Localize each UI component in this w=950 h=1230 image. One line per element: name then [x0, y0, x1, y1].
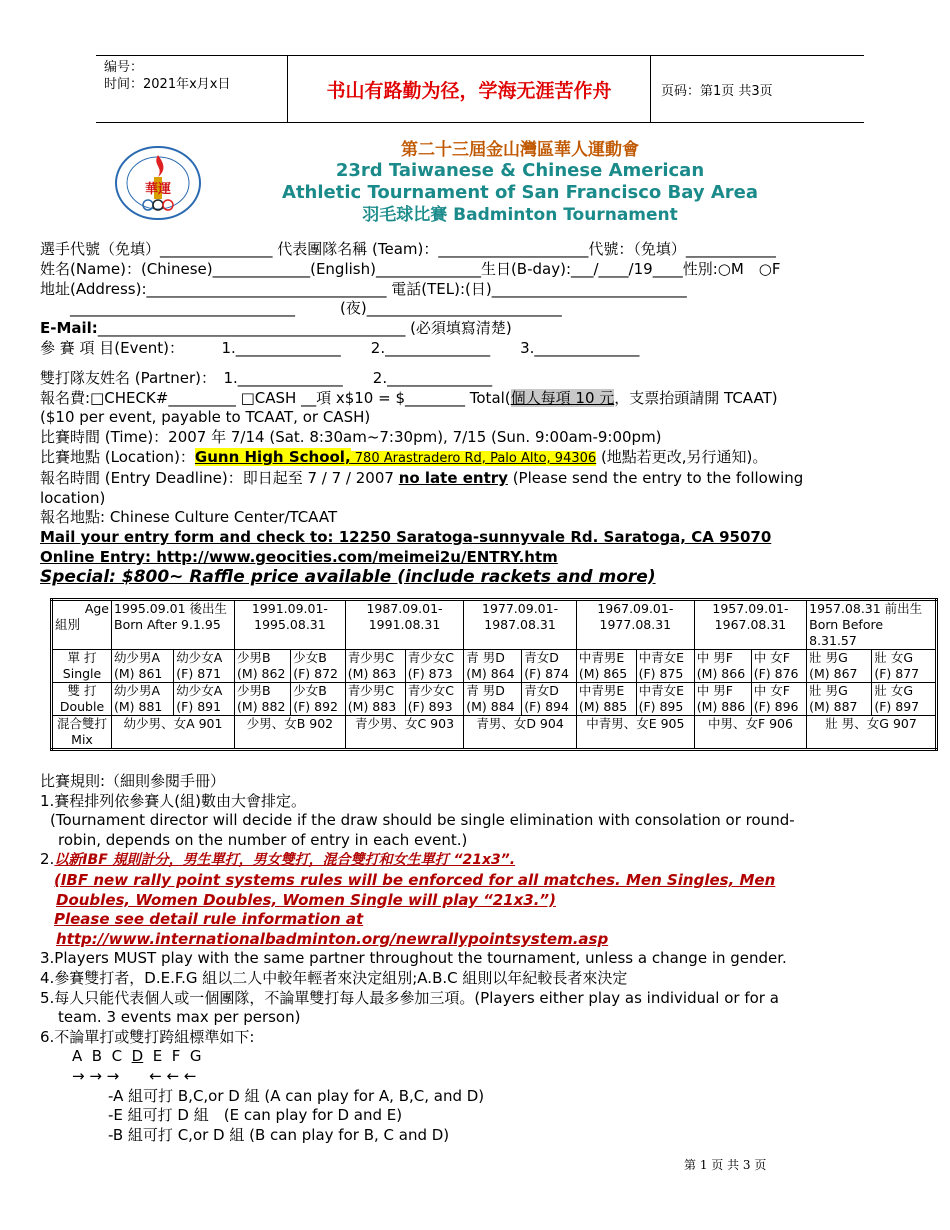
tournament-logo	[112, 145, 204, 223]
event-line[interactable]: 參 賽 項 目(Event)： 1.______________ 2.______________ 3.______________	[40, 338, 640, 357]
rule-2-en-c: Please see detail rule information at	[54, 910, 364, 929]
example-1: -A 組可打 B,C,or D 組 (A can play for A, B,C, and D)	[108, 1086, 485, 1105]
rule-1: 1.賽程排列依參賽人(組)數由大會排定。	[40, 791, 307, 810]
rule-4: 4.參賽雙打者，D.E.F.G 組以二人中較年輕者來決定組別;A.B.C 組則以年紀較長者來決定	[40, 968, 628, 987]
single-cell: 壯 男G (M) 867	[807, 650, 872, 683]
fee-highlight: 個人每項 10 元	[510, 388, 615, 407]
rule-2-text: 以新IBF 規則計分，男生單打，男女雙打，混合雙打和女生單打 “21x3”.	[54, 852, 516, 869]
single-cell: 幼少女A (F) 871	[174, 650, 235, 683]
sport-en: Badminton Tournament	[453, 205, 678, 225]
age-cell: 1977.09.01-1987.08.31	[464, 600, 577, 650]
single-cell: 幼少男A (M) 861	[112, 650, 174, 683]
mix-cell: 中男、女F 906	[694, 716, 806, 750]
time-line: 比賽時間 (Time)：2007 年 7/14 (Sat. 8:30am~7:30pm), 7/15 (Sun. 9:00am-9:00pm)	[40, 428, 662, 447]
table-row	[52, 716, 937, 750]
single-cell: 中青女E (F) 875	[636, 650, 694, 683]
tournament-titles	[250, 135, 790, 226]
form-line-2[interactable]: 姓名(Name)：(Chinese)_____________(English)______________生日(B-day):___/____/19____性別:○M ○F	[40, 259, 781, 278]
rules-section	[40, 772, 920, 1145]
rule-1-en-a: (Tournament director will decide if the draw should be single elimination with consolation or round-	[50, 811, 795, 830]
online-entry-link[interactable]: Online Entry: http://www.geocities.com/meimei2u/ENTRY.htm	[40, 547, 558, 566]
location-line	[40, 448, 920, 469]
no-late-entry: no late entry	[398, 468, 508, 487]
age-cell: 1987.09.01-1991.08.31	[345, 600, 463, 650]
single-cell: 青少女C (F) 873	[405, 650, 463, 683]
rule-2	[40, 850, 920, 871]
table-row	[52, 600, 937, 650]
serial-label: 编号：	[104, 60, 144, 75]
mix-cell: 青男、女D 904	[464, 716, 577, 750]
example-3: -B 組可打 C,or D 組 (B can play for B, C and D)	[108, 1125, 450, 1144]
example-2: -E 組可打 D 組 (E can play for D and E)	[108, 1106, 403, 1125]
rule-2-en-a: (IBF new rally point systems rules will be enforced for all matches. Men Singles, Men	[54, 870, 776, 889]
motto: 书山有路勤为径，学海无涯苦作舟	[288, 56, 651, 122]
single-cell: 少女B (F) 872	[291, 650, 346, 683]
single-cell: 中青男E (M) 865	[576, 650, 636, 683]
fee-text: 報名費:□CHECK#_________ □CASH __項 x$10 = $________ Total(	[40, 388, 511, 407]
form-line-1[interactable]: 選手代號（免填）_______________ 代表團隊名稱 (Team)：____________________代號：（免填）____________	[40, 240, 776, 258]
age-cell: 1991.09.01-1995.08.31	[235, 600, 346, 650]
mail-address: Mail your entry form and check to: 12250 Saratoga-sunnyvale Rd. Saratoga, CA 95070	[40, 528, 772, 547]
email-field[interactable]: _________________________________________ (必須填寫清楚)	[97, 319, 512, 338]
mix-cell: 青少男、女C 903	[345, 716, 463, 750]
sport-zh: 羽毛球比賽	[362, 205, 448, 225]
rule-2-num: 2.	[40, 850, 55, 869]
double-cell: 中 女F (F) 896	[751, 683, 806, 716]
rule-3: 3.Players MUST play with the same partner throughout the tournament, unless a change in gender.	[40, 949, 787, 968]
double-cell: 壯 男G (M) 887	[807, 683, 872, 716]
location-note: (地點若更改,另行通知)。	[596, 447, 768, 466]
location-address: 780 Arastradero Rd, Palo Alto, 94306	[350, 450, 597, 466]
single-cell: 中 女F (F) 876	[751, 650, 806, 683]
title-zh: 第二十三屆金山灣區華人運動會	[401, 140, 639, 160]
fee-payee: ，支票抬頭請開 TCAAT)	[614, 388, 778, 407]
double-cell: 青 男D (M) 884	[464, 683, 522, 716]
mix-label: 混合雙打 Mix	[52, 716, 112, 750]
logo-text: 華運	[144, 182, 172, 197]
double-cell: 少男B (M) 882	[235, 683, 291, 716]
rules-title: 比賽規則:（細則參閱手冊）	[40, 772, 226, 790]
double-cell: 中 男F (M) 886	[694, 683, 751, 716]
single-cell: 青女D (F) 874	[522, 650, 577, 683]
form-line-4[interactable]: ______________________________ (夜)__________________________	[40, 299, 562, 318]
header-meta	[96, 56, 288, 122]
double-cell: 壯 女G (F) 897	[872, 683, 937, 716]
title-en-2: Athletic Tournament of San Francisco Bay Area	[282, 182, 758, 203]
double-label: 雙 打 Double	[52, 683, 112, 716]
single-label: 單 打 Single	[52, 650, 112, 683]
table-row	[52, 650, 937, 683]
category-table	[50, 598, 938, 751]
deadline-label: 報名時間 (Entry Deadline)：即日起至 7 / 7 / 2007	[40, 468, 399, 487]
special-raffle: Special: $800~ Raffle price available (include rackets and more)	[40, 566, 656, 587]
entry-place: 報名地點: Chinese Culture Center/TCAAT	[40, 508, 338, 527]
double-cell: 少女B (F) 892	[291, 683, 346, 716]
group-letters: A B C D E F G	[72, 1047, 202, 1066]
title-en-1: 23rd Taiwanese & Chinese American	[335, 160, 705, 181]
form-line-3[interactable]: 地址(Address):________________________________ 電話(TEL):(日)__________________________	[40, 279, 687, 298]
mix-cell: 中青男、女E 905	[576, 716, 694, 750]
age-header: Age 組別	[52, 600, 112, 650]
double-cell: 青女D (F) 894	[522, 683, 577, 716]
age-cell: 1967.09.01-1977.08.31	[576, 600, 694, 650]
rule-2-en-b: Doubles, Women Doubles, Women Single will play “21x3.”)	[56, 890, 556, 909]
double-cell: 幼少女A (F) 891	[174, 683, 235, 716]
location-school: Gunn High School,	[194, 447, 351, 466]
partner-line[interactable]: 雙打隊友姓名 (Partner)： 1.______________ 2.______________	[40, 368, 493, 387]
table-row	[52, 683, 937, 716]
email-label: E-Mail:	[40, 319, 98, 338]
age-cell: 1957.09.01-1967.08.31	[694, 600, 806, 650]
page-indicator: 页码：第1页 共3页	[661, 83, 773, 99]
age-cell: 1957.08.31 前出生 Born Before 8.31.57	[807, 600, 937, 650]
title-sport	[250, 204, 790, 226]
email-line[interactable]	[40, 319, 920, 339]
double-cell: 中青男E (M) 885	[576, 683, 636, 716]
location-label: 比賽地點 (Location)：	[40, 447, 195, 466]
deadline-cont: location)	[40, 488, 106, 507]
mix-cell: 壯 男、女G 907	[807, 716, 937, 750]
mix-cell: 幼少男、女A 901	[112, 716, 235, 750]
rule-5-b: team. 3 events max per person)	[58, 1008, 301, 1027]
rule-5-a: 5.每人只能代表個人或一個團隊，不論單雙打每人最多參加三項。(Players either play as individual or for a	[40, 988, 779, 1007]
single-cell: 少男B (M) 862	[235, 650, 291, 683]
age-cell: 1995.09.01 後出生 Born After 9.1.95	[112, 600, 235, 650]
rule-6: 6.不論單打或雙打跨組標準如下:	[40, 1027, 255, 1046]
time-label: 时间：2021年x月x日	[104, 77, 231, 92]
double-cell: 幼少男A (M) 881	[112, 683, 174, 716]
double-cell: 青少男C (M) 883	[345, 683, 405, 716]
mix-cell: 少男、女B 902	[235, 716, 346, 750]
single-cell: 壯 女G (F) 877	[872, 650, 937, 683]
fee-line	[40, 389, 920, 409]
page-header	[96, 55, 864, 123]
entry-form	[40, 240, 920, 588]
ibf-rules-link[interactable]: http://www.internationalbadminton.org/newrallypointsystem.asp	[56, 929, 609, 948]
rule-1-en-b: robin, depends on the number of entry in each event.)	[58, 830, 468, 849]
deadline-line	[40, 469, 920, 489]
deadline-note: (Please send the entry to the following	[507, 468, 804, 487]
double-cell: 中青女E (F) 895	[636, 683, 694, 716]
single-cell: 青 男D (M) 864	[464, 650, 522, 683]
double-cell: 青少女C (F) 893	[405, 683, 463, 716]
page-footer: 第 1 页 共 3 页	[684, 1158, 767, 1172]
single-cell: 中 男F (M) 866	[694, 650, 751, 683]
single-cell: 青少男C (M) 863	[345, 650, 405, 683]
fee-en: ($10 per event, payable to TCAAT, or CASH)	[40, 408, 371, 427]
group-arrows: → → → ← ← ←	[72, 1066, 197, 1085]
